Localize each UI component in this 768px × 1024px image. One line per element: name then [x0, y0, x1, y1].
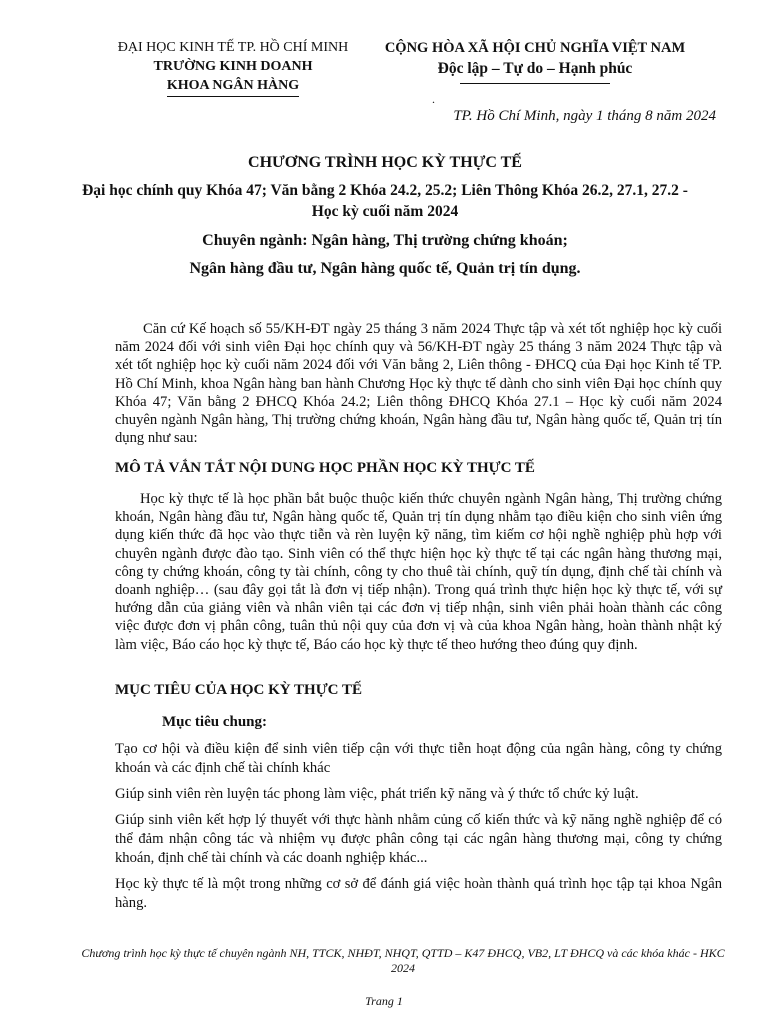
school-name: TRƯỜNG KINH DOANH	[153, 59, 313, 74]
document-subtitle: Đại học chính quy Khóa 47; Văn bằng 2 Khóa 24.2, 25.2; Liên Thông Khóa 26.2, 27.1, 27.2 - Học kỳ cuối năm 2024	[82, 182, 688, 220]
faculty-name: KHOA NGÂN HÀNG	[167, 76, 299, 97]
list-item: Học kỳ thực tế là một trong những cơ sở để đánh giá việc hoàn thành quá trình học tập tại khoa Ngân hàng.	[115, 876, 722, 911]
institution-header	[88, 38, 378, 97]
intro-paragraph: Căn cứ Kế hoạch số 55/KH-ĐT ngày 25 tháng 3 năm 2024 Thực tập và xét tốt nghiệp học kỳ cuối năm 2024 đối với sinh viên Đại học chính quy và 56/KH-ĐT ngày 25 tháng 3 năm 2024 Thực tập và xét tốt nghiệp học kỳ cuối năm 2024 đối với Văn bằng 2, Liên thông - ĐHCQ của Đại học Kinh tế TP. Hồ Chí Minh, khoa Ngân hàng ban hành Chương Học kỳ thực tế dành cho sinh viên Đại học chính quy Khóa 47; Văn bằng 2 ĐHCQ Khóa 24.2; Liên thông ĐHCQ Khóa 27.1 – Học kỳ cuối năm 2024 chuyên ngành Ngân hàng, Thị trường chứng khoán, Ngân hàng đầu tư, Ngân hàng quốc tế, Quản trị tín dụng như sau:	[115, 321, 722, 447]
stray-mark: .	[432, 92, 435, 106]
national-motto: Độc lập – Tự do – Hạnh phúc	[437, 60, 633, 77]
list-item: Tạo cơ hội và điều kiện để sinh viên tiếp cận với thực tiễn hoạt động của ngân hàng, công ty chứng khoán và các định chế tài chính khác	[115, 741, 722, 776]
objective-list	[115, 740, 722, 920]
title-block	[80, 152, 690, 286]
list-item: Giúp sinh viên rèn luyện tác phong làm việc, phát triển kỹ năng và ý thức tổ chức kỷ luật.	[115, 786, 639, 802]
list-item: Giúp sinh viên kết hợp lý thuyết với thực hành nhằm củng cố kiến thức và kỹ năng nghề nghiệp để có thể đảm nhận công tác và nhiệm vụ được phân công tại các ngân hàng thương mại, công ty chứng khoán, định chế tài chính và các doanh nghiệp khác...	[115, 812, 722, 866]
general-objective-heading: Mục tiêu chung:	[162, 714, 267, 730]
section-heading-objectives: MỤC TIÊU CỦA HỌC KỲ THỰC TẾ	[115, 682, 362, 698]
description-paragraph: Học kỳ thực tế là học phần bắt buộc thuộc kiến thức chuyên ngành Ngân hàng, Thị trường chứng khoán, Ngân hàng đầu tư, Ngân hàng quốc tế, Quản trị tín dụng nhằm tạo điều kiện cho sinh viên ứng dụng kiến thức đã học vào thực tiễn và rèn luyện kỹ năng, tìm kiếm cơ hội nghề nghiệp phù hợp với chuyên ngành được đào tạo. Sinh viên có thể thực hiện học kỳ thực tế tại các ngân hàng thương mại, công ty chứng khoán, công ty tài chính, công ty cho thuê tài chính, quỹ tín dụng, định chế tài chính và doanh nghiệp… (sau đây gọi tắt là đơn vị tiếp nhận). Trong quá trình thực hiện học kỳ thực tế, với sự hướng dẫn của giảng viên và nhân viên tại các đơn vị tiếp nhận, sinh viên phải hoàn thành các công việc được đơn vị phân công, tuân thủ nội quy của đơn vị và của khoa Ngân hàng, hoàn thành nhật ký làm việc, Báo cáo học kỳ thực tế, Báo cáo học kỳ thực tế theo hướng theo đúng quy định.	[115, 491, 722, 653]
country-name: CỘNG HÒA XÃ HỘI CHỦ NGHĨA VIỆT NAM	[384, 40, 686, 56]
document-title: CHƯƠNG TRÌNH HỌC KỲ THỰC TẾ	[248, 154, 522, 171]
motto-underline	[460, 83, 610, 84]
national-header	[370, 38, 700, 84]
major-line-1: Chuyên ngành: Ngân hàng, Thị trường chứng khoán;	[202, 232, 568, 249]
page-number: Trang 1	[365, 994, 403, 1008]
dateline: TP. Hồ Chí Minh, ngày 1 tháng 8 năm 2024	[453, 108, 716, 124]
page-footer: Chương trình học kỳ thực tế chuyên ngành NH, TTCK, NHĐT, NHQT, QTTD – K47 ĐHCQ, VB2, LT ĐHCQ và các khóa khác - HKC 2024	[81, 946, 725, 975]
major-line-2: Ngân hàng đầu tư, Ngân hàng quốc tế, Quản trị tín dụng.	[189, 260, 581, 277]
university-name: ĐẠI HỌC KINH TẾ TP. HỒ CHÍ MINH	[117, 40, 349, 55]
section-heading-description: MÔ TẢ VẮN TẮT NỘI DUNG HỌC PHẦN HỌC KỲ THỰC TẾ	[115, 460, 535, 476]
